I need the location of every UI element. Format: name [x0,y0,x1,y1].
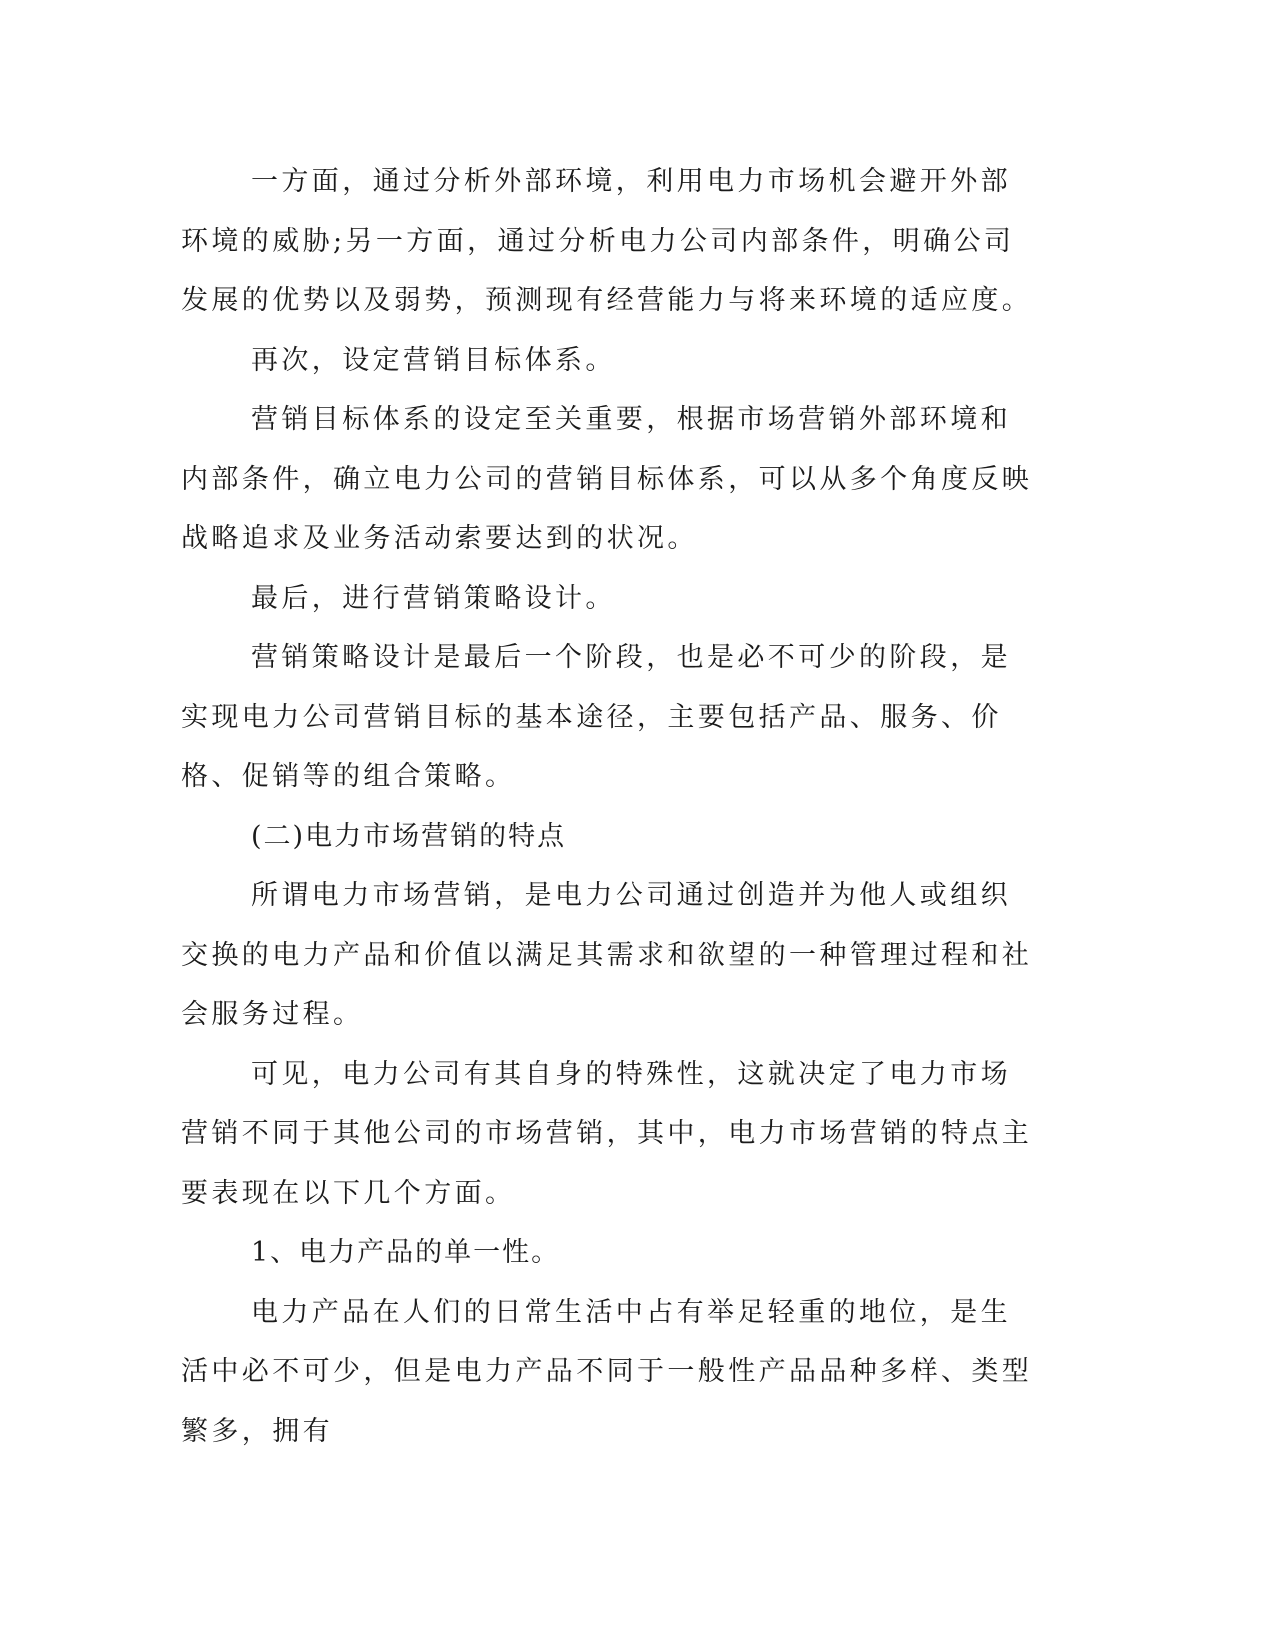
paragraph-strategy-design: 最后，进行营销策略设计。 [251,582,616,614]
paragraph-target-system-detail: 营销目标体系的设定至关重要，根据市场营销外部环境和内部条件，确立电力公司的营销目标体系，可以从多个角度反映战略追求及业务活动索要达到的状况。 [181,404,1033,554]
paragraph-definition: 所谓电力市场营销，是电力公司通过创造并为他人或组织交换的电力产品和价值以满足其需求和欲望的一种管理过程和社会服务过程。 [181,880,1033,1030]
section-heading-characteristics: (二)电力市场营销的特点 [251,820,567,852]
document-page [181,152,1033,1461]
paragraph-environment-analysis: 一方面，通过分析外部环境，利用电力市场机会避开外部环境的威胁;另一方面，通过分析电力公司内部条件，明确公司发展的优势以及弱势，预测现有经营能力与将来环境的适应度。 [181,166,1033,316]
paragraph-particularity: 可见，电力公司有其自身的特殊性，这就决定了电力市场营销不同于其他公司的市场营销，其中，电力市场营销的特点主要表现在以下几个方面。 [181,1058,1033,1209]
paragraph-strategy-design-detail: 营销策略设计是最后一个阶段，也是必不可少的阶段，是实现电力公司营销目标的基本途径，主要包括产品、服务、价格、促销等的组合策略。 [181,642,1011,792]
list-item-product-singularity: 1、电力产品的单一性。 [251,1237,561,1268]
paragraph-set-target-system: 再次，设定营销目标体系。 [251,344,616,376]
paragraph-product-singularity-detail: 电力产品在人们的日常生活中占有举足轻重的地位，是生活中必不可少，但是电力产品不同于一般性产品品种多样、类型繁多，拥有 [181,1296,1033,1447]
